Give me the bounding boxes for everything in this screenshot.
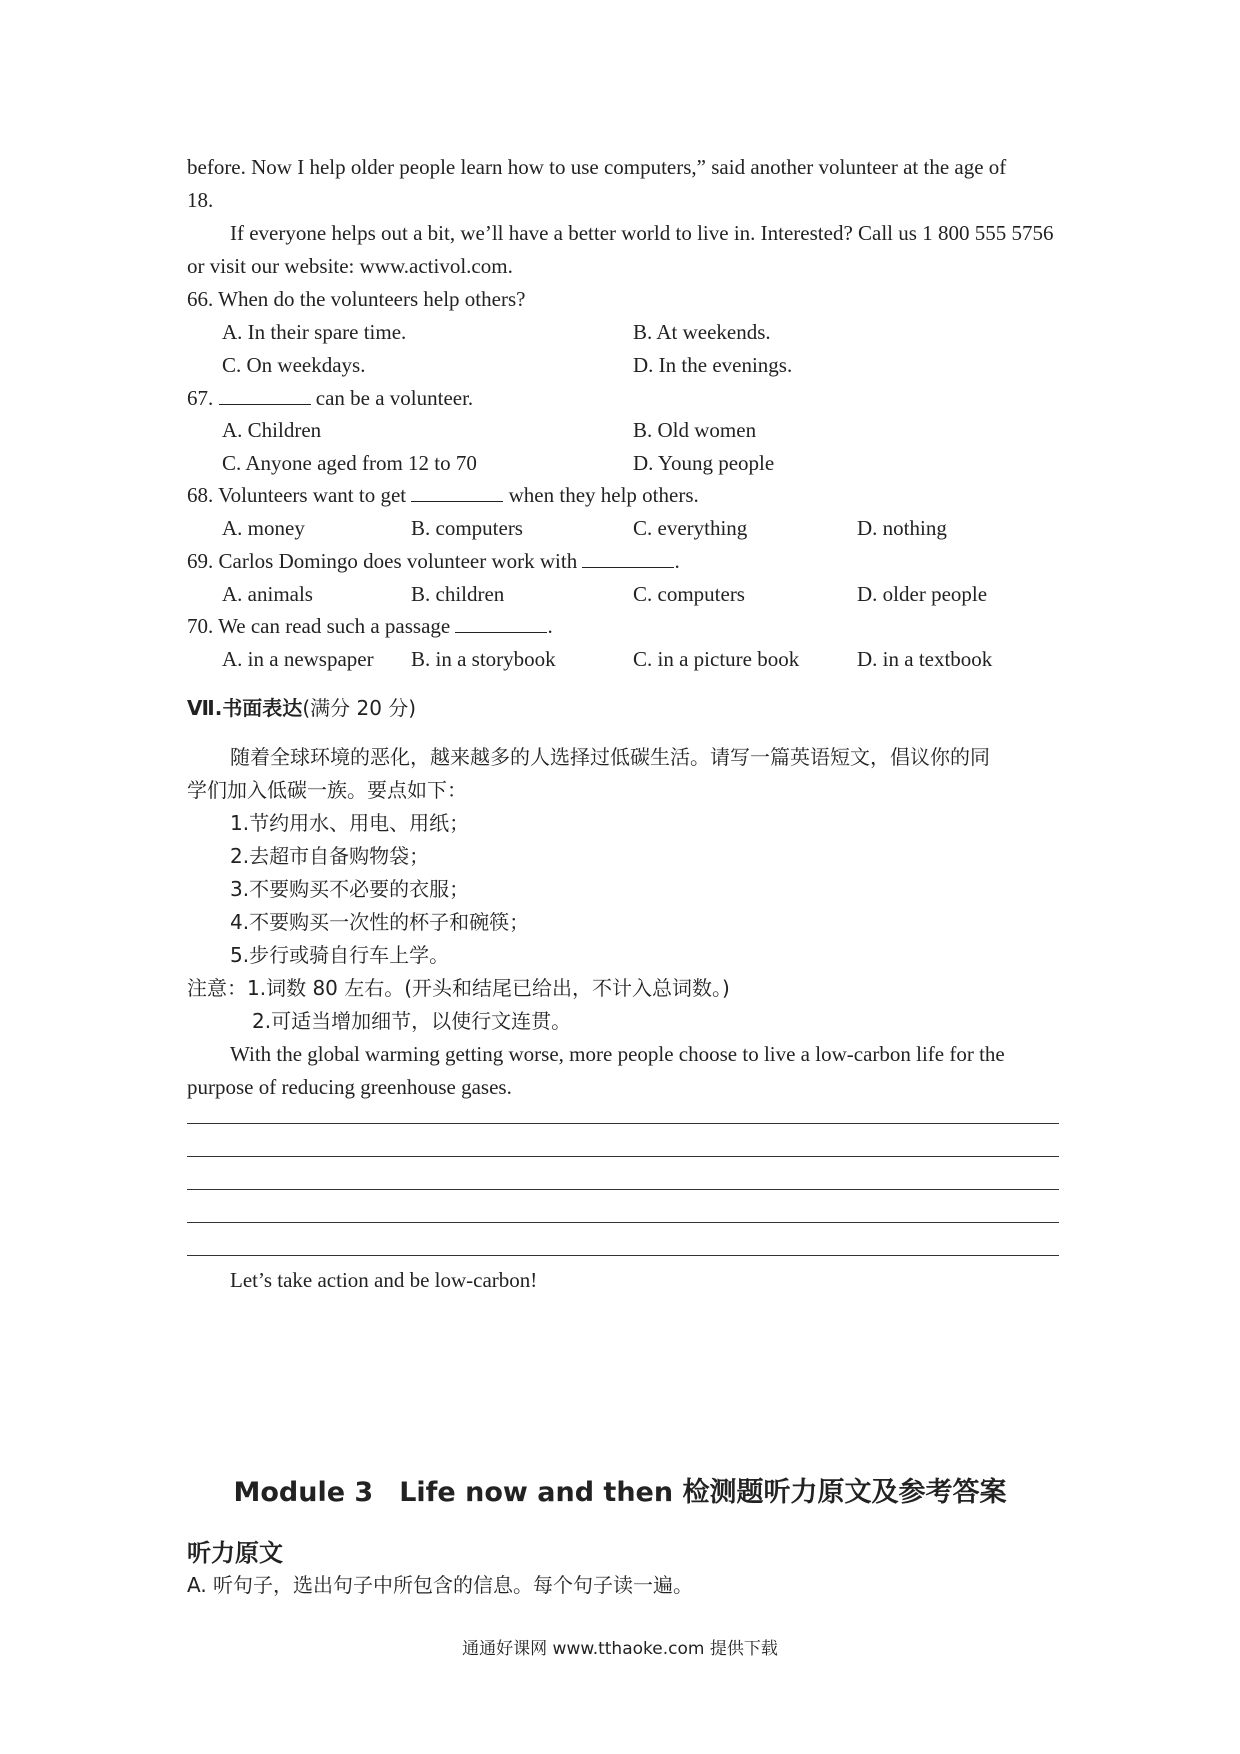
question-67-stem	[187, 383, 473, 413]
writing-closing: Let’s take action and be low-carbon!	[230, 1268, 538, 1292]
question-68-option-b: B. computers	[411, 516, 523, 540]
question-67-option-c: C. Anyone aged from 12 to 70	[222, 451, 477, 475]
question-text: .	[547, 614, 553, 638]
question-68-option-c: C. everything	[633, 516, 748, 540]
writing-point: 1.节约用水、用电、用纸；	[230, 811, 470, 835]
section-heading-title: Ⅶ.书面表达	[187, 696, 303, 720]
passage-line: before. Now I help older people learn how to use computers,” said another volunteer at the age of	[187, 155, 1007, 179]
writing-point: 3.不要购买不必要的衣服；	[230, 877, 470, 901]
question-text: 70. We can read such a passage	[187, 614, 451, 638]
listening-instruction: A. 听句子，选出句子中所包含的信息。每个句子读一遍。	[187, 1573, 694, 1597]
writing-line	[187, 1222, 1059, 1223]
question-66-option-c: C. On weekdays.	[222, 353, 366, 377]
writing-prompt: 随着全球环境的恶化，越来越多的人选择过低碳生活。请写一篇英语短文，倡议你的同	[230, 745, 990, 769]
module-title-number: Module 3	[233, 1477, 374, 1508]
writing-point: 2.去超市自备购物袋；	[230, 844, 430, 868]
question-69-option-c: C. computers	[633, 582, 745, 606]
module-title	[0, 1473, 1240, 1513]
writing-line	[187, 1255, 1059, 1256]
writing-opening: purpose of reducing greenhouse gases.	[187, 1075, 512, 1099]
question-text: .	[674, 549, 680, 573]
answer-blank	[219, 386, 311, 405]
question-66-option-d: D. In the evenings.	[633, 353, 793, 377]
page-footer: 通通好课网 www.tthaoke.com 提供下载	[462, 1639, 778, 1659]
question-69-option-d: D. older people	[857, 582, 988, 606]
question-70-stem	[187, 611, 553, 641]
question-69-option-a: A. animals	[222, 582, 313, 606]
question-69-stem	[187, 546, 680, 576]
writing-point: 4.不要购买一次性的杯子和碗筷；	[230, 910, 530, 934]
writing-opening: With the global warming getting worse, more people choose to live a low-carbon life for the	[230, 1042, 1005, 1066]
writing-line	[187, 1156, 1059, 1157]
module-title-name: Life now and then	[399, 1477, 674, 1508]
section-heading-score: (满分 20 分)	[302, 696, 417, 720]
question-70-option-c: C. in a picture book	[633, 647, 800, 671]
writing-note: 注意：1.词数 80 左右。(开头和结尾已给出，不计入总词数。)	[187, 976, 730, 1000]
question-66-stem: 66. When do the volunteers help others?	[187, 287, 526, 311]
writing-prompt: 学们加入低碳一族。要点如下：	[187, 778, 467, 802]
section-heading	[187, 693, 416, 723]
question-68-option-d: D. nothing	[857, 516, 947, 540]
answer-blank	[455, 614, 547, 633]
question-number: 67.	[187, 386, 214, 410]
answer-blank	[582, 549, 674, 568]
question-66-option-a: A. In their spare time.	[222, 320, 407, 344]
question-69-option-b: B. children	[411, 582, 505, 606]
question-70-option-d: D. in a textbook	[857, 647, 993, 671]
question-68-option-a: A. money	[222, 516, 305, 540]
passage-line: 18.	[187, 188, 214, 212]
writing-line	[187, 1123, 1059, 1124]
writing-note: 2.可适当增加细节，以使行文连贯。	[252, 1009, 572, 1033]
listening-subheading: 听力原文	[187, 1539, 283, 1567]
question-68-stem	[187, 480, 699, 510]
writing-point: 5.步行或骑自行车上学。	[230, 943, 450, 967]
question-text: when they help others.	[508, 483, 699, 507]
passage-line: or visit our website: www.activol.com.	[187, 254, 513, 278]
module-title-cn: 检测题听力原文及参考答案	[682, 1477, 1007, 1508]
question-text: 68. Volunteers want to get	[187, 483, 407, 507]
writing-line	[187, 1189, 1059, 1190]
answer-blank	[411, 483, 503, 502]
passage-line: If everyone helps out a bit, we’ll have a better world to live in. Interested? Call us 1 800 555 5756	[230, 221, 1054, 245]
question-67-option-a: A. Children	[222, 418, 322, 442]
question-text: 69. Carlos Domingo does volunteer work with	[187, 549, 578, 573]
question-70-option-a: A. in a newspaper	[222, 647, 374, 671]
question-text: can be a volunteer.	[315, 386, 474, 410]
question-67-option-d: D. Young people	[633, 451, 775, 475]
question-70-option-b: B. in a storybook	[411, 647, 556, 671]
question-66-option-b: B. At weekends.	[633, 320, 771, 344]
question-67-option-b: B. Old women	[633, 418, 757, 442]
